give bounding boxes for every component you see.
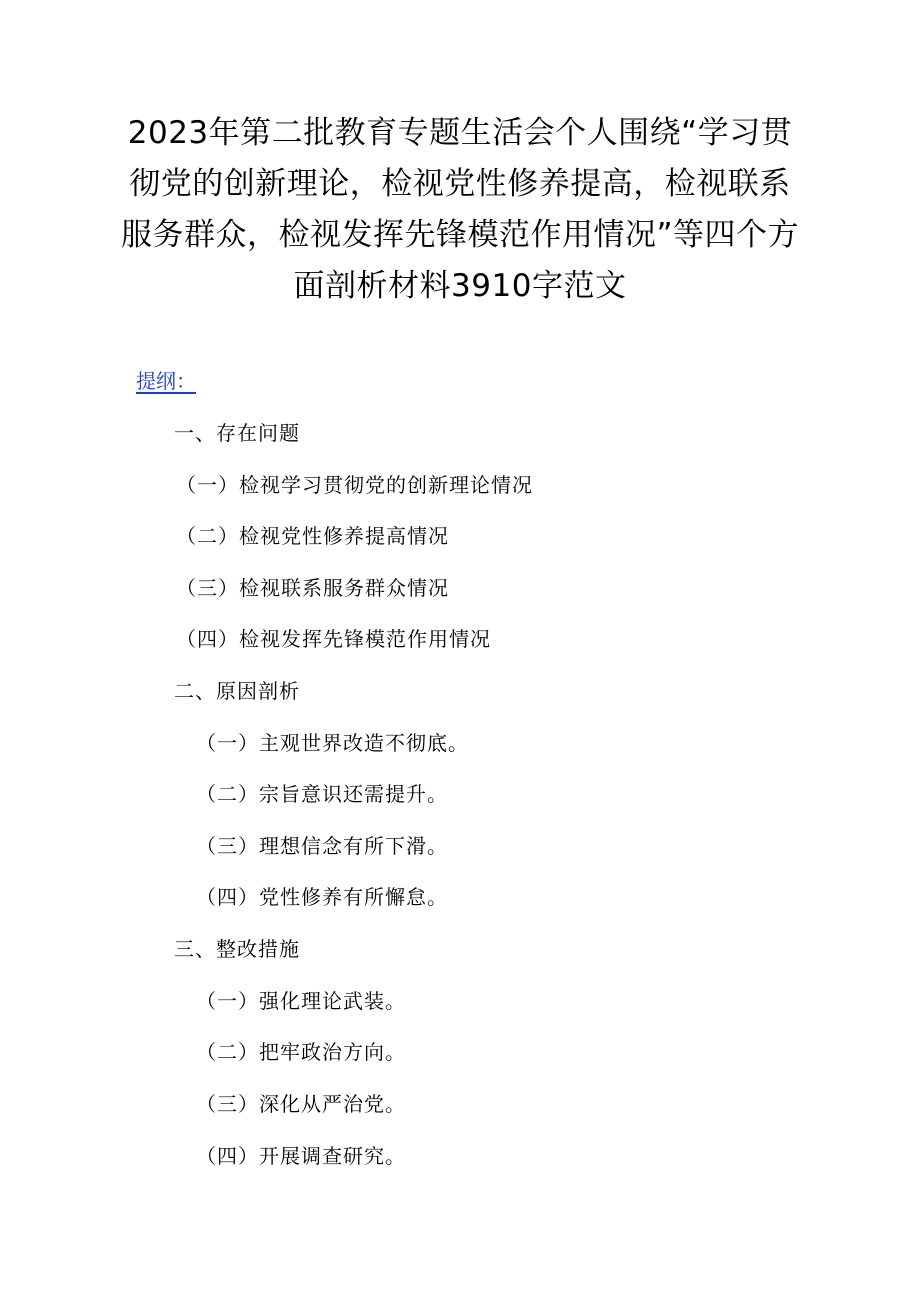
outline-item: （四）检视发挥先锋模范作用情况 xyxy=(176,627,491,651)
outline-item: （一）检视学习贯彻党的创新理论情况 xyxy=(176,473,533,497)
document-title: 2023年第二批教育专题生活会个人围绕“学习贯彻党的创新理论，检视党性修养提高，检视联系服务群众，检视发挥先锋模范作用情况”等四个方面剖析材料3910字范文 xyxy=(120,115,800,304)
outline-label[interactable]: 提纲： xyxy=(136,369,196,393)
section-heading-problems: 一、存在问题 xyxy=(174,421,300,445)
outline-item: （一）主观世界改造不彻底。 xyxy=(196,731,469,755)
outline-item: （三）检视联系服务群众情况 xyxy=(176,576,449,600)
outline-item: （二）把牢政治方向。 xyxy=(196,1040,406,1064)
outline-item: （一）强化理论武装。 xyxy=(196,989,406,1013)
outline-item: （二）检视党性修养提高情况 xyxy=(176,524,449,548)
outline-item: （三）深化从严治党。 xyxy=(196,1092,406,1116)
outline-item: （二）宗旨意识还需提升。 xyxy=(196,782,448,806)
outline-item: （四）开展调查研究。 xyxy=(196,1144,406,1168)
section-heading-causes: 二、原因剖析 xyxy=(174,679,300,703)
outline-item: （四）党性修养有所懈怠。 xyxy=(196,885,448,909)
section-heading-measures: 三、整改措施 xyxy=(174,937,300,961)
outline-item: （三）理想信念有所下滑。 xyxy=(196,834,448,858)
